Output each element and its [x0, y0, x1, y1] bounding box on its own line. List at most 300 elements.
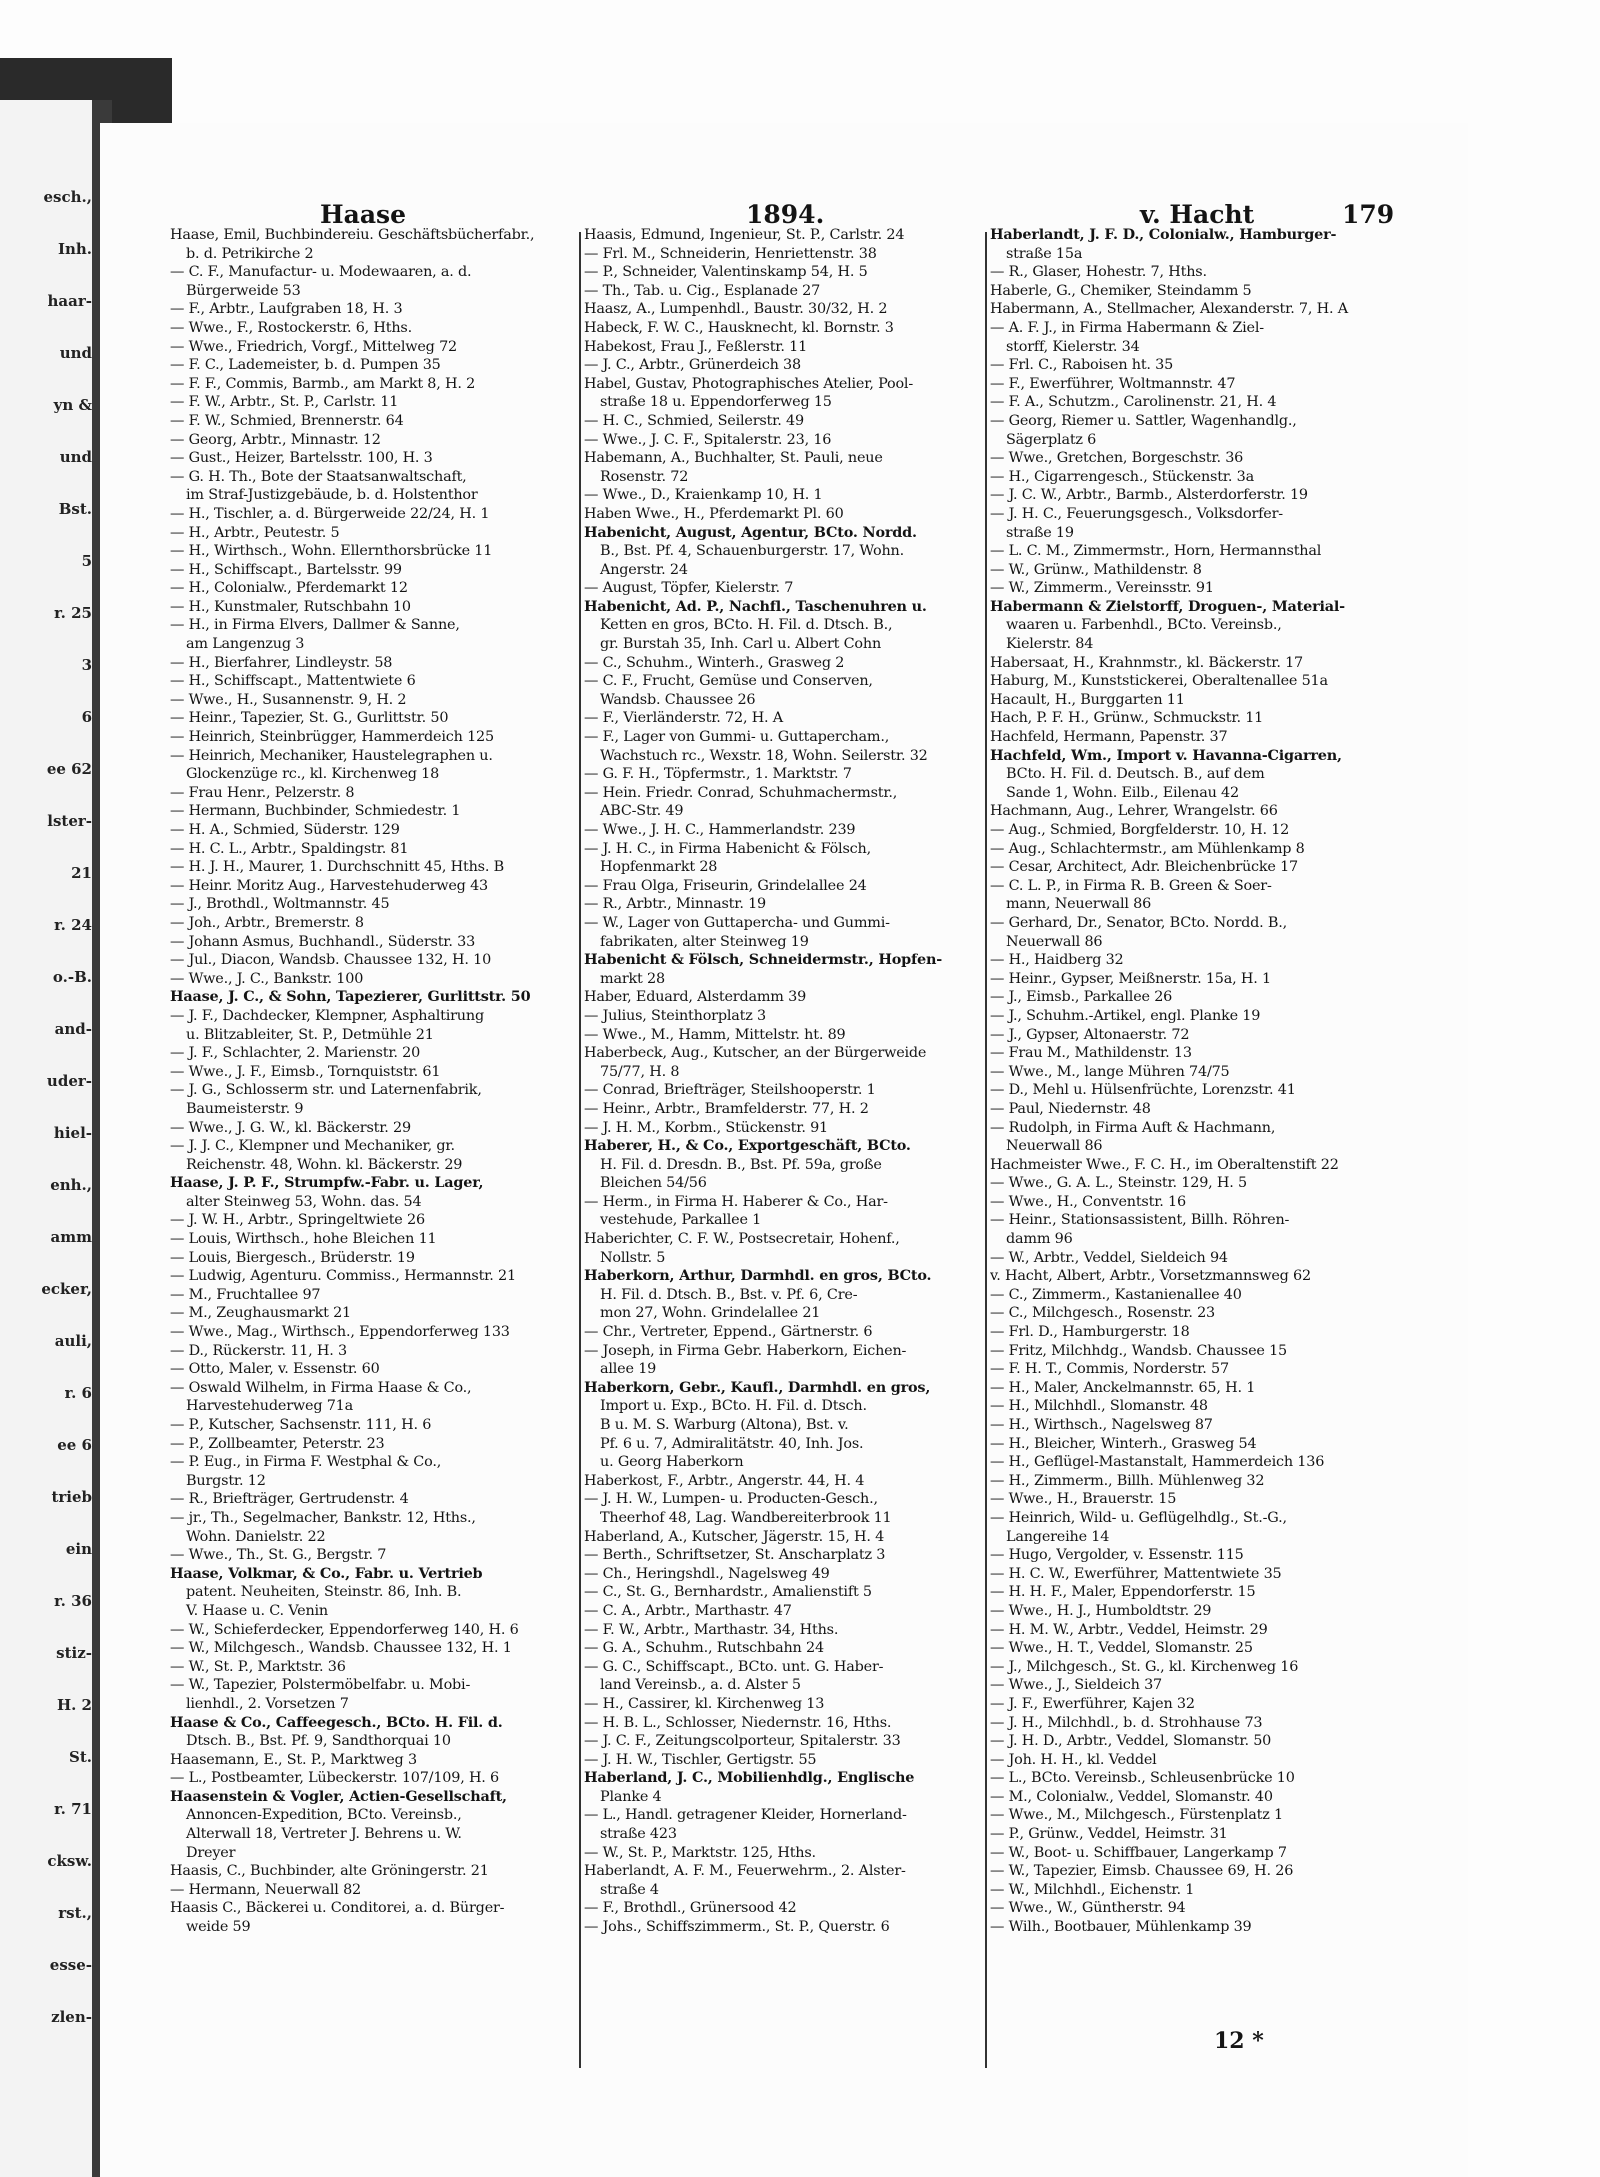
- previous-page-fragment: r. 25: [54, 604, 92, 622]
- directory-entry: — J. J. C., Klempner und Mechaniker, gr.: [170, 1138, 455, 1155]
- directory-entry: — H. H. F., Maler, Eppendorferstr. 15: [990, 1584, 1256, 1601]
- directory-entry: — Heinr., Tapezier, St. G., Gurlittstr. 50: [170, 710, 449, 727]
- directory-entry: — H., Schiffscapt., Mattentwiete 6: [170, 673, 416, 690]
- directory-entry: — F., Vierländerstr. 72, H. A: [584, 710, 783, 727]
- directory-entry: — H., Wirthsch., Nagelsweg 87: [990, 1417, 1213, 1433]
- directory-entry: — Oswald Wilhelm, in Firma Haase & Co.,: [170, 1379, 472, 1396]
- directory-entry: — H., Kunstmaler, Rutschbahn 10: [170, 598, 411, 615]
- directory-entry: — Herm., in Firma H. Haberer & Co., Har-: [584, 1193, 888, 1210]
- previous-page-fragment: Inh.: [57, 240, 92, 258]
- previous-page-fragment: r. 36: [54, 1592, 92, 1610]
- directory-entry: — H., Cassirer, kl. Kirchenweg 13: [584, 1695, 825, 1712]
- previous-page-fragment: 6: [81, 708, 92, 726]
- previous-page-fragment: 21: [71, 864, 92, 882]
- directory-entry: — C., Zimmerm., Kastanienallee 40: [990, 1286, 1242, 1303]
- directory-entry: — Ch., Heringshdl., Nagelsweg 49: [584, 1565, 830, 1582]
- directory-entry: — P. Eug., in Firma F. Westphal & Co.,: [170, 1454, 442, 1471]
- previous-page-fragment: 3: [81, 656, 92, 674]
- directory-entry: Hachfeld, Hermann, Papenstr. 37: [990, 729, 1228, 746]
- previous-page-fragment: hiel-: [53, 1124, 92, 1142]
- directory-entry: — L., Handl. getragener Kleider, Hornerland-: [584, 1807, 907, 1824]
- directory-entry: — J., Gypser, Altonaerstr. 72: [990, 1026, 1190, 1043]
- directory-entry: — C., Schuhm., Winterh., Grasweg 2: [584, 654, 845, 671]
- directory-entry: Haberland, J. C., Mobilienhdlg., Englische: [584, 1769, 915, 1787]
- directory-entry: — Wwe., M., lange Mühren 74/75: [990, 1063, 1230, 1080]
- previous-page-fragment: r. 71: [54, 1800, 92, 1818]
- previous-page-fragment: und: [59, 448, 92, 466]
- directory-entry: — Louis, Biergesch., Brüderstr. 19: [170, 1249, 415, 1266]
- directory-entry: — C. A., Arbtr., Marthastr. 47: [584, 1602, 792, 1619]
- directory-entry: storff, Kielerstr. 34: [1006, 338, 1140, 355]
- directory-entry: Hacault, H., Burggarten 11: [990, 691, 1185, 708]
- previous-page-fragment: 5: [81, 552, 92, 570]
- directory-entry: Haase, J. P. F., Strumpfw.-Fabr. u. Lager,: [170, 1174, 484, 1192]
- directory-entry: im Straf-Justizgebäude, b. d. Holstenthor: [186, 487, 478, 504]
- directory-entry: — C. L. P., in Firma R. B. Green & Soer-: [990, 877, 1272, 894]
- directory-entry: markt 28: [600, 970, 665, 987]
- directory-entry: — P., Grünw., Veddel, Heimstr. 31: [990, 1826, 1228, 1843]
- directory-entry: — H. C., Schmied, Seilerstr. 49: [584, 412, 804, 429]
- directory-entry: Haberer, H., & Co., Exportgeschäft, BCto.: [584, 1137, 911, 1155]
- directory-entry: Haberle, G., Chemiker, Steindamm 5: [990, 282, 1252, 299]
- directory-entry: weide 59: [186, 1919, 251, 1936]
- previous-page-fragment: ee 62: [46, 760, 92, 778]
- previous-page-fragment: lster-: [47, 812, 92, 830]
- directory-entry: — J. H. W., Tischler, Gertigstr. 55: [584, 1751, 817, 1768]
- previous-page-fragment: und: [59, 344, 92, 362]
- directory-entry: — F. A., Schutzm., Carolinenstr. 21, H. 4: [990, 394, 1277, 411]
- directory-entry: — W., Tapezier, Eimsb. Chaussee 69, H. 26: [990, 1863, 1294, 1880]
- directory-entry: — Ludwig, Agenturu. Commiss., Hermannstr. 21: [170, 1268, 516, 1285]
- directory-entry: — W., St. P., Marktstr. 36: [170, 1658, 346, 1675]
- directory-entry: — P., Zollbeamter, Peterstr. 23: [170, 1435, 385, 1452]
- directory-entry: Haberichter, C. F. W., Postsecretair, Hohenf.,: [584, 1231, 900, 1248]
- directory-entry: — Paul, Niedernstr. 48: [990, 1100, 1151, 1117]
- directory-entry: patent. Neuheiten, Steinstr. 86, Inh. B.: [186, 1584, 462, 1601]
- directory-entry: — F., Brothdl., Grünersood 42: [584, 1900, 797, 1917]
- previous-page-fragment: ee 6: [57, 1436, 92, 1454]
- previous-page-fragment: cksw.: [47, 1852, 92, 1870]
- directory-entry: Sande 1, Wohn. Eilb., Eilenau 42: [1006, 784, 1239, 801]
- directory-entry: Haasemann, E., St. P., Marktweg 3: [170, 1751, 417, 1768]
- directory-entry: Haberkorn, Gebr., Kaufl., Darmhdl. en gros,: [584, 1378, 931, 1396]
- directory-entry: — J. H. C., Feuerungsgesch., Volksdorfer-: [990, 505, 1283, 522]
- directory-entry: — Wwe., D., Kraienkamp 10, H. 1: [584, 487, 823, 504]
- directory-entry: — H., Wirthsch., Wohn. Ellernthorsbrücke 11: [170, 543, 493, 560]
- directory-entry: — Th., Tab. u. Cig., Esplanade 27: [584, 282, 821, 299]
- directory-entry: — Hermann, Buchbinder, Schmiedestr. 1: [170, 803, 461, 820]
- directory-entry: Haase, Emil, Buchbindereiu. Geschäftsbücherfabr.,: [170, 227, 535, 243]
- directory-entry: — M., Colonialw., Veddel, Slomanstr. 40: [990, 1788, 1273, 1805]
- previous-page-fragment: ecker,: [41, 1280, 92, 1298]
- previous-page-fragment: trieb: [51, 1488, 92, 1506]
- directory-entry: — J. C. W., Arbtr., Barmb., Alsterdorferstr. 19: [990, 487, 1308, 504]
- directory-entry: — F. C., Lademeister, b. d. Pumpen 35: [170, 357, 441, 374]
- directory-entry: mann, Neuerwall 86: [1006, 896, 1152, 913]
- directory-entry: Haberland, A., Kutscher, Jägerstr. 15, H. 4: [584, 1528, 885, 1545]
- directory-entry: — D., Rückerstr. 11, H. 3: [170, 1342, 347, 1359]
- directory-entry: waaren u. Farbenhdl., BCto. Vereinsb.,: [1006, 617, 1282, 634]
- previous-page-fragment: esch.,: [43, 188, 92, 206]
- directory-entry: Theerhof 48, Lag. Wandbereiterbrook 11: [600, 1509, 892, 1526]
- directory-entry: — C. F., Frucht, Gemüse und Conserven,: [584, 673, 873, 690]
- directory-entry: B., Bst. Pf. 4, Schauenburgerstr. 17, Wohn.: [600, 543, 904, 560]
- directory-entry: — F. W., Arbtr., St. P., Carlstr. 11: [170, 394, 399, 411]
- directory-entry: Baumeisterstr. 9: [186, 1100, 304, 1117]
- directory-entry: — Wwe., H., Conventstr. 16: [990, 1193, 1186, 1210]
- header-year: 1894.: [746, 200, 825, 229]
- directory-entry: — R., Glaser, Hohestr. 7, Hths.: [990, 264, 1207, 281]
- directory-entry: Wandsb. Chaussee 26: [600, 691, 756, 708]
- directory-entry: — Johs., Schiffszimmerm., St. P., Querstr. 6: [584, 1919, 890, 1936]
- directory-entry: — Frau M., Mathildenstr. 13: [990, 1045, 1192, 1062]
- directory-entry: — F. H. T., Commis, Norderstr. 57: [990, 1361, 1229, 1378]
- directory-entry: — F., Ewerführer, Woltmannstr. 47: [990, 375, 1236, 392]
- previous-page-fragment: ein: [65, 1540, 92, 1558]
- directory-entry: — M., Zeughausmarkt 21: [170, 1305, 352, 1322]
- directory-entry: Hach, P. F. H., Grünw., Schmuckstr. 11: [990, 710, 1264, 727]
- directory-entry: Burgstr. 12: [186, 1472, 266, 1489]
- previous-page-fragment: uder-: [46, 1072, 92, 1090]
- directory-entry: fabrikaten, alter Steinweg 19: [600, 933, 809, 950]
- directory-entry: mon 27, Wohn. Grindelallee 21: [600, 1305, 821, 1322]
- directory-entry: am Langenzug 3: [186, 636, 305, 653]
- directory-entry: Hopfenmarkt 28: [600, 859, 718, 876]
- directory-entry: — F., Arbtr., Laufgraben 18, H. 3: [170, 301, 403, 318]
- directory-column-2: [584, 226, 990, 1937]
- directory-entry: Rosenstr. 72: [600, 468, 689, 485]
- directory-entry: straße 423: [600, 1826, 677, 1843]
- directory-entry: — G. C., Schiffscapt., BCto. unt. G. Haber-: [584, 1658, 884, 1675]
- directory-entry: Haber, Eduard, Alsterdamm 39: [584, 989, 807, 1006]
- directory-entry: — C., Milchgesch., Rosenstr. 23: [990, 1305, 1216, 1322]
- directory-entry: — Wilh., Bootbauer, Mühlenkamp 39: [990, 1919, 1252, 1936]
- directory-entry: — J. C., Arbtr., Grünerdeich 38: [584, 357, 801, 374]
- directory-entry: Haasenstein & Vogler, Actien-Gesellschaft,: [170, 1787, 507, 1805]
- previous-page-fragment: stiz-: [56, 1644, 92, 1662]
- directory-entry: Neuerwall 86: [1006, 933, 1103, 950]
- directory-entry: — J. G., Schlosserm str. und Laternenfabrik,: [170, 1082, 482, 1099]
- directory-entry: Langereihe 14: [1006, 1528, 1110, 1545]
- directory-entry: Haasz, A., Lumpenhdl., Baustr. 30/32, H. 2: [584, 301, 888, 318]
- directory-entry: land Vereinsb., a. d. Alster 5: [600, 1677, 801, 1694]
- directory-entry: — Joseph, in Firma Gebr. Haberkorn, Eichen-: [584, 1342, 907, 1359]
- directory-entry: — H., Geflügel-Mastanstalt, Hammerdeich 136: [990, 1454, 1325, 1471]
- directory-entry: — Wwe., M., Hamm, Mittelstr. ht. 89: [584, 1026, 846, 1043]
- directory-entry: — W., Milchgesch., Wandsb. Chaussee 132, H. 1: [170, 1640, 512, 1657]
- directory-entry: — August, Töpfer, Kielerstr. 7: [584, 580, 794, 597]
- directory-entry: — Wwe., Mag., Wirthsch., Eppendorferweg 133: [170, 1324, 510, 1341]
- directory-entry: — Wwe., Friedrich, Vorgf., Mittelweg 72: [170, 338, 457, 355]
- directory-entry: — Aug., Schmied, Borgfelderstr. 10, H. 12: [990, 822, 1290, 838]
- directory-entry: — L. C. M., Zimmermstr., Horn, Hermannsthal: [990, 543, 1322, 560]
- directory-entry: — Joh., Arbtr., Bremerstr. 8: [170, 914, 364, 931]
- directory-entry: — Rudolph, in Firma Auft & Hachmann,: [990, 1119, 1276, 1136]
- signature-mark: 12 *: [1214, 2028, 1264, 2054]
- directory-column-1: [170, 226, 576, 1937]
- directory-entry: — Fritz, Milchhdg., Wandsb. Chaussee 15: [990, 1342, 1287, 1359]
- previous-page-fragment: rst.,: [58, 1904, 92, 1922]
- directory-entry: — D., Mehl u. Hülsenfrüchte, Lorenzstr. 41: [990, 1082, 1296, 1099]
- directory-entry: — W., Milchhdl., Eichenstr. 1: [990, 1881, 1195, 1898]
- directory-entry: — Gust., Heizer, Bartelsstr. 100, H. 3: [170, 450, 433, 467]
- directory-entry: — Louis, Wirthsch., hohe Bleichen 11: [170, 1231, 437, 1248]
- directory-entry: Nollstr. 5: [600, 1249, 666, 1266]
- directory-entry: — W., Lager von Guttapercha- und Gummi-: [584, 914, 890, 931]
- directory-entry: Hachmann, Aug., Lehrer, Wrangelstr. 66: [990, 803, 1278, 820]
- directory-entry: Pf. 6 u. 7, Admiralitätstr. 40, Inh. Jos.: [600, 1435, 864, 1452]
- directory-entry: Habel, Gustav, Photographisches Atelier, Pool-: [584, 375, 913, 392]
- directory-entry: vestehude, Parkallee 1: [600, 1212, 762, 1229]
- directory-entry: u. Blitzableiter, St. P., Detmühle 21: [186, 1026, 434, 1043]
- directory-entry: alter Steinweg 53, Wohn. das. 54: [186, 1193, 422, 1210]
- directory-entry: — J., Schuhm.-Artikel, engl. Planke 19: [990, 1007, 1261, 1024]
- directory-entry: — Frl. D., Hamburgerstr. 18: [990, 1324, 1190, 1341]
- directory-entry: — W., Arbtr., Veddel, Sieldeich 94: [990, 1249, 1228, 1266]
- directory-entry: Haberbeck, Aug., Kutscher, an der Bürgerweide: [584, 1045, 927, 1062]
- directory-entry: — H., Tischler, a. d. Bürgerweide 22/24, H. 1: [170, 505, 490, 522]
- header-left-word: Haase: [320, 200, 406, 229]
- directory-entry: — Wwe., J. C. F., Spitalerstr. 23, 16: [584, 431, 832, 448]
- directory-entry: — Heinrich, Steinbrügger, Hammerdeich 125: [170, 729, 494, 746]
- directory-entry: — J. F., Dachdecker, Klempner, Asphaltirung: [170, 1007, 484, 1024]
- directory-entry: — H. J. H., Maurer, 1. Durchschnitt 45, Hths. B: [170, 859, 504, 876]
- directory-entry: — Gerhard, Dr., Senator, BCto. Nordd. B.,: [990, 914, 1288, 931]
- directory-entry: — H. C. L., Arbtr., Spaldingstr. 81: [170, 840, 409, 857]
- previous-page-fragment: r. 6: [64, 1384, 92, 1402]
- directory-entry: — Heinrich, Mechaniker, Haustelegraphen u.: [170, 747, 493, 764]
- directory-column-3: [990, 226, 1398, 1937]
- directory-entry: — J. F., Schlachter, 2. Marienstr. 20: [170, 1045, 421, 1062]
- directory-entry: Haase, Volkmar, & Co., Fabr. u. Vertrieb: [170, 1564, 483, 1582]
- directory-entry: — Wwe., H., Susannenstr. 9, H. 2: [170, 691, 407, 708]
- previous-page-fragment: enh.,: [50, 1176, 92, 1194]
- directory-entry: — J. H. D., Arbtr., Veddel, Slomanstr. 50: [990, 1733, 1272, 1750]
- directory-entry: — H. M. W., Arbtr., Veddel, Heimstr. 29: [990, 1621, 1268, 1638]
- directory-entry: — Conrad, Briefträger, Steilshooperstr. 1: [584, 1082, 876, 1099]
- directory-entry: — J. H. C., in Firma Habenicht & Fölsch,: [584, 840, 871, 857]
- directory-entry: — J. H. M., Korbm., Stückenstr. 91: [584, 1119, 829, 1136]
- column-rule: [579, 232, 581, 2068]
- directory-entry: Habermann & Zielstorff, Droguen-, Material-: [990, 597, 1345, 615]
- previous-page-fragment: amm: [50, 1228, 92, 1246]
- directory-entry: — Frau Henr., Pelzerstr. 8: [170, 784, 355, 801]
- directory-entry: — H., Colonialw., Pferdemarkt 12: [170, 580, 408, 597]
- directory-entry: u. Georg Haberkorn: [600, 1454, 744, 1471]
- directory-entry: — W., Tapezier, Polstermöbelfabr. u. Mobi-: [170, 1677, 471, 1694]
- directory-entry: — H. C. W., Ewerführer, Mattentwiete 35: [990, 1565, 1282, 1582]
- directory-entry: — Heinr., Stationsassistent, Billh. Röhren-: [990, 1212, 1290, 1229]
- previous-page-fragment: Bst.: [58, 500, 92, 518]
- directory-entry: — Hein. Friedr. Conrad, Schuhmachermstr.,: [584, 784, 898, 801]
- previous-page-fragment: haar-: [47, 292, 92, 310]
- directory-entry: — Heinr. Moritz Aug., Harvestehuderweg 43: [170, 877, 488, 894]
- directory-entry: v. Hacht, Albert, Arbtr., Vorsetzmannsweg 62: [990, 1268, 1311, 1285]
- directory-entry: — Hugo, Vergolder, v. Essenstr. 115: [990, 1547, 1244, 1564]
- directory-entry: — Berth., Schriftsetzer, St. Anscharplatz 3: [584, 1547, 886, 1564]
- directory-entry: — jr., Th., Segelmacher, Bankstr. 12, Hths.,: [170, 1509, 476, 1526]
- directory-entry: Haasis C., Bäckerei u. Conditorei, a. d. Bürger-: [170, 1900, 505, 1917]
- directory-entry: V. Haase u. C. Venin: [186, 1602, 328, 1619]
- directory-entry: Haburg, M., Kunststickerei, Oberaltenallee 51a: [990, 673, 1328, 690]
- directory-entry: Import u. Exp., BCto. H. Fil. d. Dtsch.: [600, 1398, 867, 1415]
- directory-entry: Hachfeld, Wm., Import v. Havanna-Cigarren,: [990, 746, 1342, 764]
- directory-entry: Habenicht, August, Agentur, BCto. Nordd.: [584, 523, 917, 541]
- directory-entry: — Wwe., H., Brauerstr. 15: [990, 1491, 1177, 1508]
- directory-entry: — G. F. H., Töpfermstr., 1. Marktstr. 7: [584, 766, 852, 783]
- directory-entry: — H., Maler, Anckelmannstr. 65, H. 1: [990, 1379, 1256, 1396]
- directory-entry: — Wwe., J. F., Eimsb., Tornquiststr. 61: [170, 1063, 441, 1080]
- directory-entry: — R., Arbtr., Minnastr. 19: [584, 896, 766, 913]
- directory-entry: — C. F., Manufactur- u. Modewaaren, a. d.: [170, 264, 472, 281]
- directory-entry: allee 19: [600, 1361, 657, 1378]
- directory-entry: — Johann Asmus, Buchhandl., Süderstr. 33: [170, 933, 476, 950]
- directory-entry: Reichenstr. 48, Wohn. kl. Bäckerstr. 29: [186, 1156, 463, 1173]
- directory-entry: — Heinr., Gypser, Meißnerstr. 15a, H. 1: [990, 970, 1271, 987]
- directory-entry: — F. W., Schmied, Brennerstr. 64: [170, 412, 404, 429]
- previous-page-fragment: zlen-: [51, 2008, 92, 2026]
- directory-entry: — H., Haidberg 32: [990, 952, 1124, 969]
- directory-entry: Habenicht & Fölsch, Schneidermstr., Hopfen-: [584, 951, 943, 969]
- directory-entry: — H., Bierfahrer, Lindleystr. 58: [170, 654, 393, 671]
- directory-entry: — J. F., Ewerführer, Kajen 32: [990, 1695, 1195, 1712]
- directory-entry: — Wwe., J. C., Bankstr. 100: [170, 970, 364, 987]
- directory-entry: straße 15a: [1006, 245, 1083, 262]
- directory-entry: — Wwe., J. G. W., kl. Bäckerstr. 29: [170, 1119, 411, 1136]
- directory-entry: Neuerwall 86: [1006, 1138, 1103, 1155]
- directory-entry: — Wwe., W., Güntherstr. 94: [990, 1900, 1186, 1917]
- directory-entry: — Hermann, Neuerwall 82: [170, 1881, 361, 1898]
- directory-entry: Habersaat, H., Krahnmstr., kl. Bäckerstr. 17: [990, 654, 1303, 671]
- directory-entry: H. Fil. d. Dresdn. B., Bst. Pf. 59a, große: [600, 1156, 882, 1173]
- directory-entry: — R., Briefträger, Gertrudenstr. 4: [170, 1491, 409, 1508]
- previous-page-fragment: o.-B.: [52, 968, 92, 986]
- previous-page-fragment: auli,: [54, 1332, 92, 1350]
- directory-entry: — Aug., Schlachtermstr., am Mühlenkamp 8: [990, 840, 1305, 857]
- directory-entry: BCto. H. Fil. d. Deutsch. B., auf dem: [1006, 766, 1265, 783]
- directory-entry: Wachstuch rc., Wexstr. 18, Wohn. Seilerstr. 32: [600, 747, 928, 764]
- directory-entry: H. Fil. d. Dtsch. B., Bst. v. Pf. 6, Cre-: [600, 1286, 858, 1303]
- directory-entry: — H., in Firma Elvers, Dallmer & Sanne,: [170, 617, 460, 634]
- directory-entry: — Georg, Riemer u. Sattler, Wagenhandlg.,: [990, 412, 1297, 429]
- directory-entry: — J. H. W., Lumpen- u. Producten-Gesch.,: [584, 1491, 878, 1508]
- directory-entry: — M., Fruchtallee 97: [170, 1286, 321, 1303]
- directory-entry: — Frl. C., Raboisen ht. 35: [990, 357, 1174, 374]
- directory-entry: Haberlandt, J. F. D., Colonialw., Hamburger-: [990, 226, 1337, 243]
- directory-entry: — Chr., Vertreter, Eppend., Gärtnerstr. 6: [584, 1324, 873, 1341]
- directory-entry: — P., Schneider, Valentinskamp 54, H. 5: [584, 264, 868, 281]
- directory-entry: — Joh. H. H., kl. Veddel: [990, 1751, 1157, 1768]
- directory-entry: Angerstr. 24: [600, 561, 688, 578]
- directory-entry: — W., Schieferdecker, Eppendorferweg 140, H. 6: [170, 1621, 519, 1638]
- directory-entry: — C., St. G., Bernhardstr., Amalienstift 5: [584, 1584, 872, 1601]
- directory-entry: — Jul., Diacon, Wandsb. Chaussee 132, H. 10: [170, 952, 492, 969]
- directory-entry: — H., Schiffscapt., Bartelsstr. 99: [170, 561, 402, 578]
- directory-entry: — H. B. L., Schlosser, Niedernstr. 16, Hths.: [584, 1714, 892, 1731]
- directory-entry: — Cesar, Architect, Adr. Bleichenbrücke 17: [990, 859, 1298, 876]
- directory-entry: gr. Burstah 35, Inh. Carl u. Albert Cohn: [600, 636, 882, 653]
- directory-entry: Habemann, A., Buchhalter, St. Pauli, neue: [584, 450, 883, 467]
- directory-entry: — W., Boot- u. Schiffbauer, Langerkamp 7: [990, 1844, 1287, 1861]
- directory-entry: — H. A., Schmied, Süderstr. 129: [170, 822, 400, 838]
- directory-entry: Haasis, C., Buchbinder, alte Gröningerstr. 21: [170, 1863, 489, 1880]
- directory-entry: — J., Eimsb., Parkallee 26: [990, 989, 1173, 1006]
- directory-entry: — H., Zimmerm., Billh. Mühlenweg 32: [990, 1472, 1265, 1489]
- directory-entry: ABC-Str. 49: [600, 803, 684, 820]
- directory-entry: Habenicht, Ad. P., Nachfl., Taschenuhren u.: [584, 597, 927, 615]
- directory-entry: — J., Brothdl., Woltmannstr. 45: [170, 896, 390, 913]
- directory-entry: Haase, J. C., & Sohn, Tapezierer, Gurlittstr. 50: [170, 988, 531, 1006]
- directory-entry: — J. C. F., Zeitungscolporteur, Spitalerstr. 33: [584, 1733, 901, 1750]
- directory-entry: lienhdl., 2. Vorsetzen 7: [186, 1695, 349, 1712]
- directory-entry: — Wwe., G. A. L., Steinstr. 129, H. 5: [990, 1175, 1247, 1192]
- directory-entry: Kielerstr. 84: [1006, 636, 1094, 653]
- directory-entry: — F. W., Arbtr., Marthastr. 34, Hths.: [584, 1621, 839, 1638]
- directory-entry: — H., Bleicher, Winterh., Grasweg 54: [990, 1435, 1257, 1452]
- directory-entry: Ketten en gros, BCto. H. Fil. d. Dtsch. B.,: [600, 617, 893, 634]
- directory-entry: — J. W. H., Arbtr., Springeltwiete 26: [170, 1212, 425, 1229]
- directory-entry: Habeck, F. W. C., Hausknecht, kl. Bornstr. 3: [584, 319, 894, 336]
- directory-entry: Habermann, A., Stellmacher, Alexanderstr. 7, H. A: [990, 301, 1348, 318]
- directory-entry: — J. H., Milchhdl., b. d. Strohhause 73: [990, 1714, 1263, 1731]
- previous-page-fragment: St.: [69, 1748, 92, 1766]
- directory-entry: Haben Wwe., H., Pferdemarkt Pl. 60: [584, 505, 844, 522]
- page-number: 179: [1342, 200, 1395, 229]
- directory-entry: b. d. Petrikirche 2: [186, 245, 314, 262]
- directory-entry: Sägerplatz 6: [1006, 431, 1097, 448]
- directory-entry: — Wwe., J. H. C., Hammerlandstr. 239: [584, 822, 856, 838]
- directory-entry: straße 19: [1006, 524, 1074, 541]
- previous-page-edge: [0, 100, 92, 2177]
- directory-entry: — W., Zimmerm., Vereinsstr. 91: [990, 580, 1214, 597]
- directory-entry: Bleichen 54/56: [600, 1175, 707, 1192]
- previous-page-fragment: yn &: [53, 396, 92, 414]
- directory-entry: — J., Milchgesch., St. G., kl. Kirchenweg 16: [990, 1658, 1299, 1675]
- directory-entry: B u. M. S. Warburg (Altona), Bst. v.: [600, 1417, 849, 1433]
- directory-entry: — Wwe., H. J., Humboldtstr. 29: [990, 1602, 1212, 1619]
- directory-entry: — G. H. Th., Bote der Staatsanwaltschaft,: [170, 468, 467, 485]
- directory-entry: Haberkorn, Arthur, Darmhdl. en gros, BCto.: [584, 1267, 932, 1285]
- directory-entry: straße 18 u. Eppendorferweg 15: [600, 394, 832, 411]
- directory-entry: — F. F., Commis, Barmb., am Markt 8, H. 2: [170, 375, 476, 392]
- directory-entry: — Wwe., Gretchen, Borgeschstr. 36: [990, 450, 1244, 467]
- directory-entry: — Frl. M., Schneiderin, Henriettenstr. 38: [584, 245, 877, 262]
- directory-entry: damm 96: [1006, 1231, 1073, 1248]
- directory-entry: — F., Lager von Gummi- u. Guttapercham.,: [584, 729, 890, 746]
- directory-entry: — Wwe., F., Rostockerstr. 6, Hths.: [170, 319, 412, 336]
- previous-page-fragment: esse-: [49, 1956, 92, 1974]
- directory-entry: Haberlandt, A. F. M., Feuerwehrm., 2. Alster-: [584, 1863, 906, 1880]
- directory-entry: — Wwe., M., Milchgesch., Fürstenplatz 1: [990, 1807, 1283, 1824]
- previous-page-fragment: and-: [54, 1020, 92, 1038]
- directory-entry: — H., Milchhdl., Slomanstr. 48: [990, 1398, 1208, 1415]
- directory-entry: Haasis, Edmund, Ingenieur, St. P., Carlstr. 24: [584, 227, 905, 243]
- directory-entry: — Otto, Maler, v. Essenstr. 60: [170, 1361, 380, 1378]
- directory-entry: — P., Kutscher, Sachsenstr. 111, H. 6: [170, 1417, 432, 1433]
- directory-entry: Dtsch. B., Bst. Pf. 9, Sandthorquai 10: [186, 1733, 451, 1750]
- directory-entry: — W., St. P., Marktstr. 125, Hths.: [584, 1844, 816, 1861]
- directory-entry: Hachmeister Wwe., F. C. H., im Oberaltenstift 22: [990, 1156, 1339, 1173]
- directory-entry: Haase & Co., Caffeegesch., BCto. H. Fil. d.: [170, 1713, 503, 1731]
- directory-entry: Bürgerweide 53: [186, 282, 301, 299]
- directory-entry: — A. F. J., in Firma Habermann & Ziel-: [990, 319, 1264, 336]
- directory-entry: Alterwall 18, Vertreter J. Behrens u. W.: [186, 1826, 462, 1843]
- directory-entry: Glockenzüge rc., kl. Kirchenweg 18: [186, 766, 440, 783]
- directory-entry: — H., Arbtr., Peutestr. 5: [170, 524, 340, 541]
- directory-entry: — Heinrich, Wild- u. Geflügelhdlg., St.-G.,: [990, 1509, 1287, 1526]
- directory-entry: — L., Postbeamter, Lübeckerstr. 107/109, H. 6: [170, 1770, 500, 1787]
- directory-entry: — H., Cigarrengesch., Stückenstr. 3a: [990, 468, 1254, 485]
